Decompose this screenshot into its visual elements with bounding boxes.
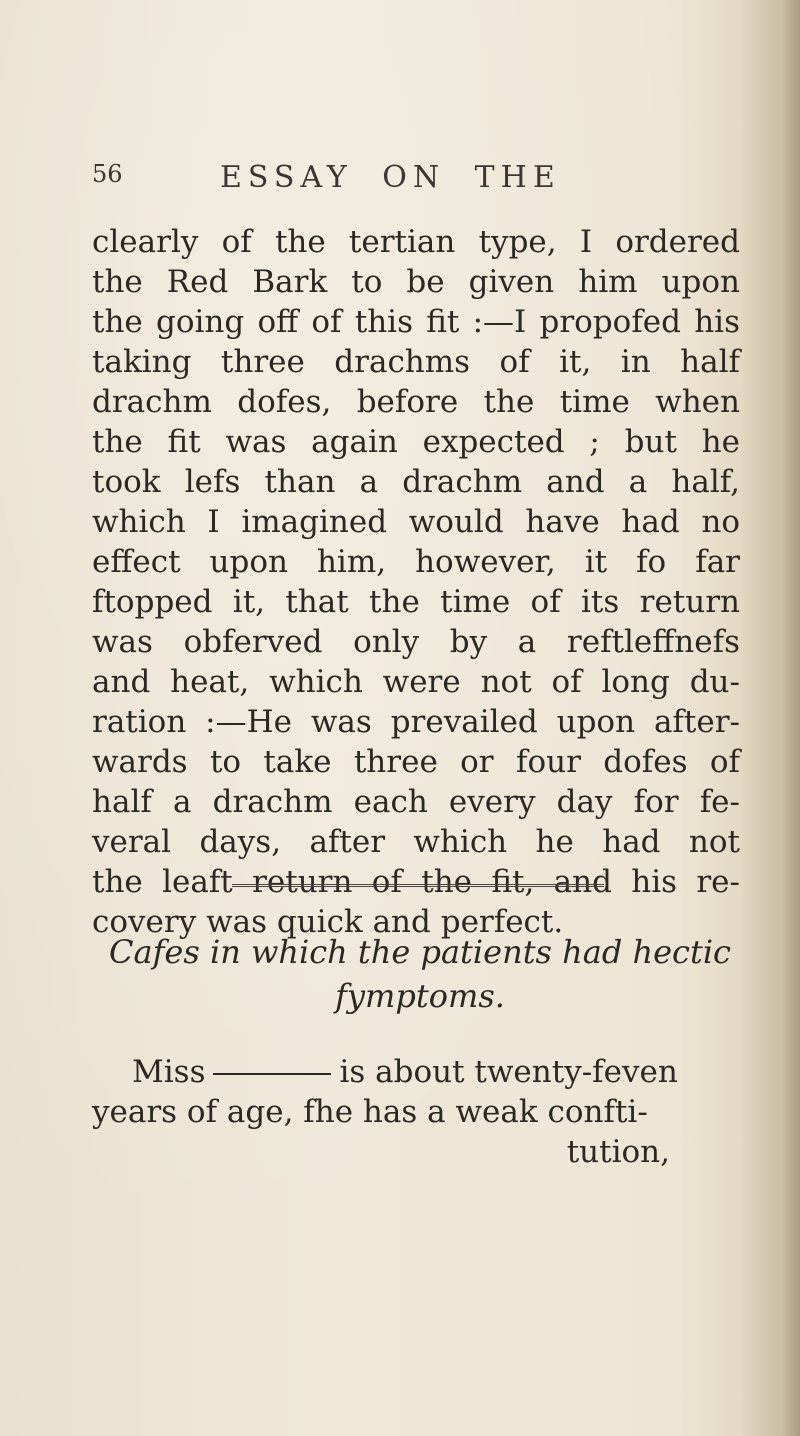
case-line (92, 1052, 740, 1092)
case-name: Miss (132, 1054, 206, 1090)
text-line: half a drachm each every day for fe- (92, 784, 740, 820)
body-paragraph (92, 222, 740, 942)
catchword: tution, (566, 1134, 670, 1170)
text-line: took lefs than a drachm and a half, (92, 464, 740, 500)
section-divider (232, 884, 604, 887)
case-line-rest: is about twenty-feven (339, 1054, 678, 1090)
section-heading-line: fymptoms. (335, 977, 505, 1015)
case-line: years of age, fhe has a weak confti- (92, 1094, 648, 1130)
section-heading (100, 930, 740, 1018)
text-line: taking three drachms of it, in half (92, 344, 740, 380)
text-line: the leaft return of the fit, and his re- (92, 864, 740, 900)
text-line: was obferved only by a reftleffnefs (92, 624, 740, 660)
text-line: ration :—He was prevailed upon after- (92, 704, 740, 740)
text-line: which I imagined would have had no (92, 504, 740, 540)
text-line: the going off of this fit :—I propofed his (92, 304, 740, 340)
text-line: clearly of the tertian type, I ordered (92, 224, 740, 260)
running-head (92, 160, 732, 200)
text-line: wards to take three or four dofes of (92, 744, 740, 780)
page-edge-shadow (740, 0, 800, 1436)
text-line: effect upon him, however, it fo far (92, 544, 740, 580)
text-line: the fit was again expected ; but he (92, 424, 740, 460)
case-paragraph (92, 1052, 740, 1172)
text-line: the Red Bark to be given him upon (92, 264, 740, 300)
text-line: and heat, which were not of long du- (92, 664, 740, 700)
name-blank-dash (213, 1073, 331, 1075)
page-number: 56 (92, 160, 123, 188)
text-line: drachm dofes, before the time when (92, 384, 740, 420)
text-line: veral days, after which he had not (92, 824, 740, 860)
section-heading-line: Cafes in which the patients had hectic (109, 933, 731, 971)
text-line: covery was quick and perfect. (92, 904, 564, 940)
running-title: ESSAY ON THE (220, 160, 561, 195)
text-line: ftopped it, that the time of its return (92, 584, 740, 620)
